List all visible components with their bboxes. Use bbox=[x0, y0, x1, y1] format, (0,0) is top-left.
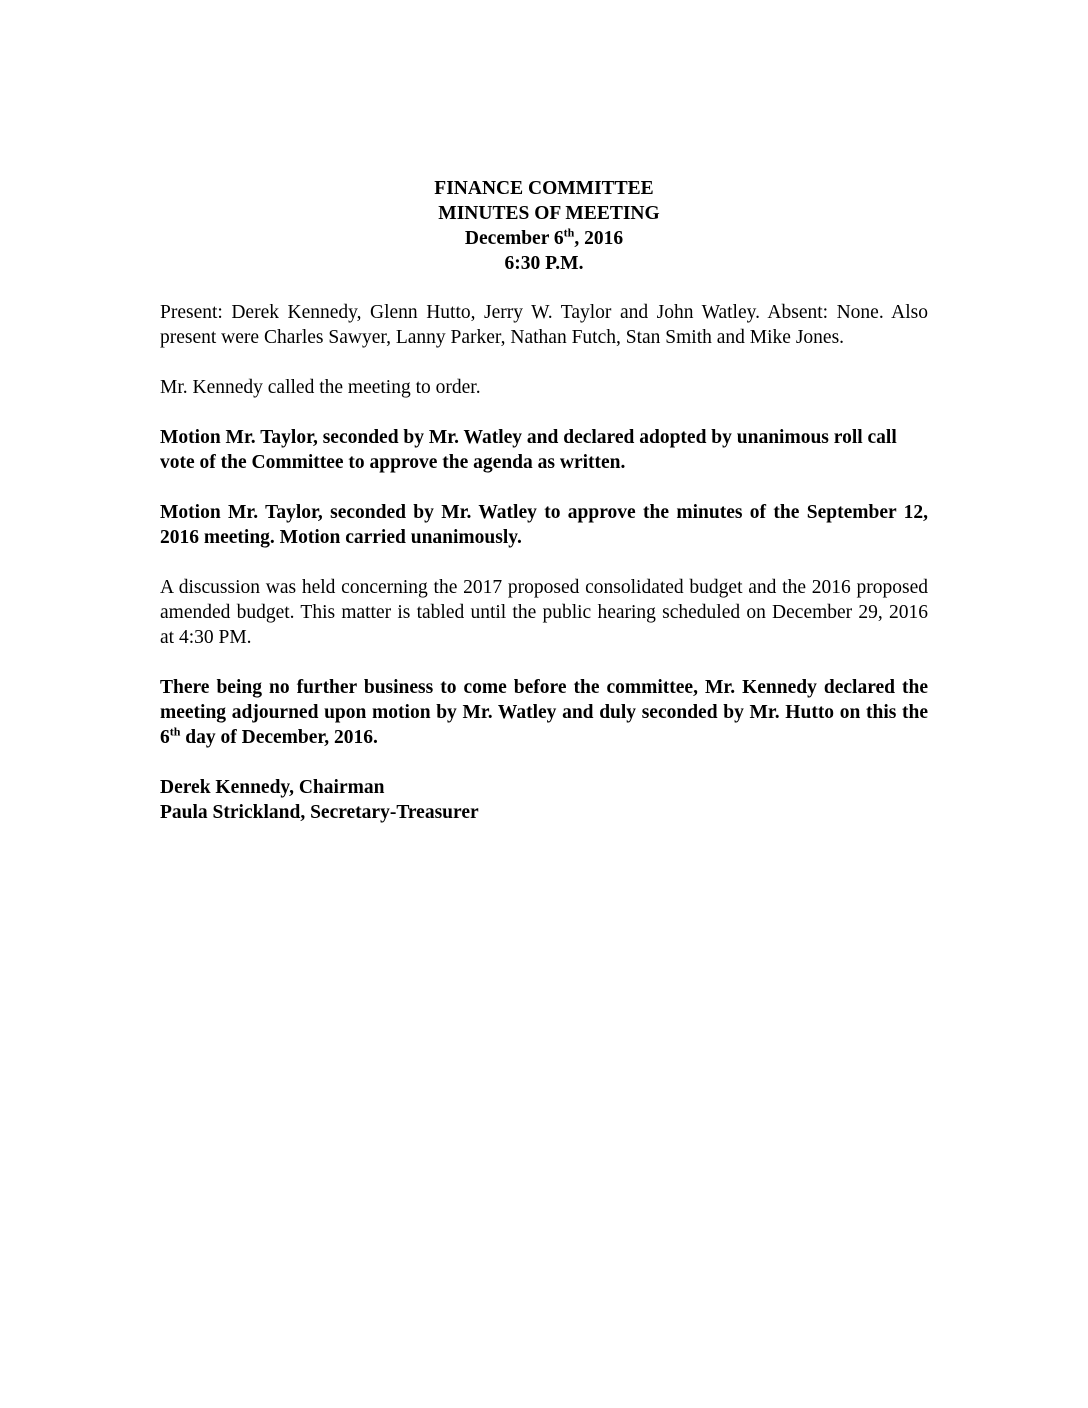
minutes-subtitle: MINUTES OF MEETING bbox=[438, 203, 660, 224]
committee-title: FINANCE COMMITTEE bbox=[434, 178, 654, 199]
chairman-signature: Derek Kennedy, Chairman bbox=[160, 777, 385, 798]
adjournment-paragraph bbox=[160, 675, 928, 750]
discussion-paragraph: A discussion was held concerning the 2017 proposed consolidated budget and the 2016 proposed amended budget. This matter is tabled until the public hearing scheduled on December 29, 2016 at 4:30 PM. bbox=[160, 577, 928, 648]
meeting-date bbox=[0, 226, 1088, 251]
document-header bbox=[0, 176, 1088, 276]
minutes-body bbox=[160, 300, 928, 825]
meeting-date-ordinal: th bbox=[563, 225, 575, 240]
secretary-signature: Paula Strickland, Secretary-Treasurer bbox=[160, 802, 479, 823]
attendance-paragraph: Present: Derek Kennedy, Glenn Hutto, Jerry W. Taylor and John Watley. Absent: None. Also present were Charles Sawyer, Lanny Parker, Nathan Futch, Stan Smith and Mike Jones. bbox=[160, 302, 928, 348]
meeting-date-prefix: December 6 bbox=[464, 228, 564, 249]
adjournment-text-end: day of December, 2016. bbox=[180, 727, 378, 748]
call-to-order-paragraph: Mr. Kennedy called the meeting to order. bbox=[160, 377, 481, 398]
meeting-time: 6:30 P.M. bbox=[504, 253, 584, 274]
meeting-date-suffix: , 2016 bbox=[574, 228, 624, 249]
adjournment-text: There being no further business to come before the committee, Mr. Kennedy declared the meeting adjourned upon motion by Mr. Watley and duly seconded by Mr. Hutto on this the 6 bbox=[160, 677, 928, 748]
adjournment-ordinal: th bbox=[169, 724, 181, 739]
motion-agenda-paragraph: Motion Mr. Taylor, seconded by Mr. Watley and declared adopted by unanimous roll call vote of the Committee to approve the agenda as written. bbox=[160, 427, 897, 473]
motion-minutes-paragraph: Motion Mr. Taylor, seconded by Mr. Watley to approve the minutes of the September 12, 2016 meeting. Motion carried unanimously. bbox=[160, 502, 928, 548]
